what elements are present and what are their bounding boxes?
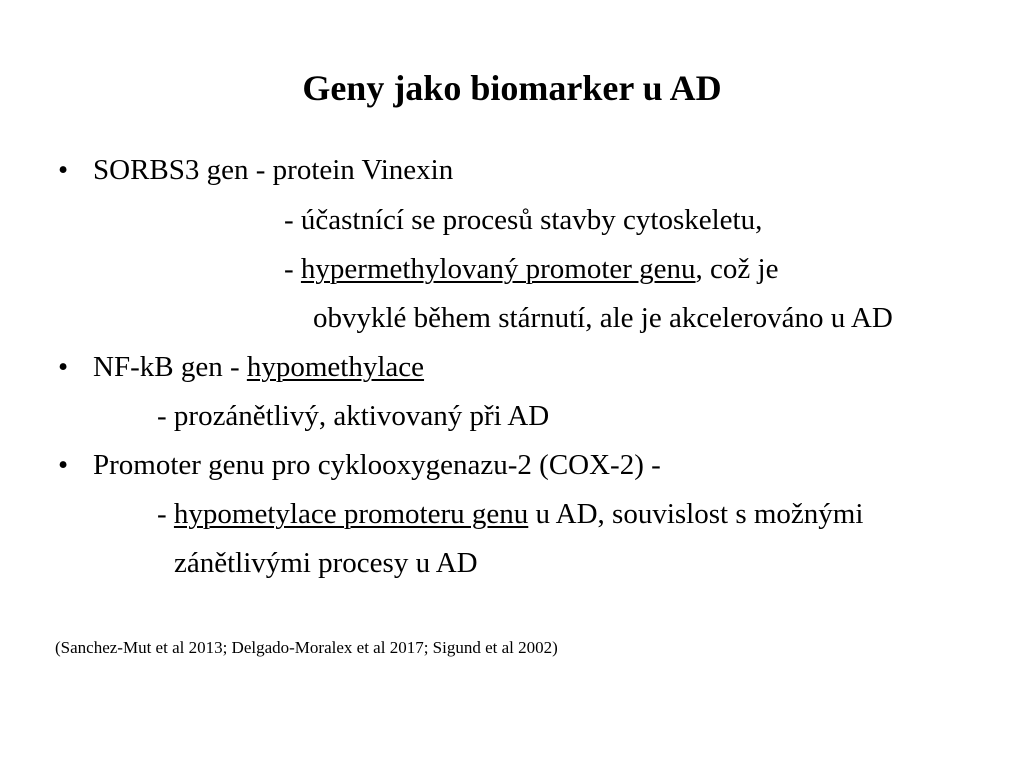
sub-line-hypermethylation-prefix: - (284, 253, 301, 285)
sub-line-hypometylace-prefix: - (157, 498, 174, 530)
bullet-dot-2: • (58, 351, 69, 383)
sub-line-hypometylace (157, 494, 863, 534)
sub-line-aging: obvyklé během stárnutí, ale je akcelerováno u AD (313, 302, 893, 334)
sub-line-proinflammatory: - prozánětlivý, aktivovaný při AD (157, 400, 550, 432)
underlined-hypermethylated-promoter: hypermethylovaný promoter genu (300, 253, 696, 285)
bullet-2-prefix: NF-kB gen - (93, 351, 247, 383)
bullet-2-text (93, 347, 424, 387)
sub-line-inflammatory-processes: zánětlivými procesy u AD (174, 547, 478, 579)
sub-line-cytoskeleton: - účastnící se procesů stavby cytoskeletu, (284, 204, 763, 236)
bullet-1-text: SORBS3 gen - protein Vinexin (93, 154, 454, 186)
citation: (Sanchez-Mut et al 2013; Delgado-Moralex et al 2017; Sigund et al 2002) (55, 638, 558, 657)
sub-line-hypermethylation-suffix: , což je (695, 253, 779, 285)
bullet-3-text: Promoter genu pro cyklooxygenazu-2 (COX-2) - (93, 449, 661, 481)
sub-line-hypometylace-suffix: u AD, souvislost s možnými (528, 498, 864, 530)
sub-line-hypermethylation (284, 249, 778, 289)
underlined-hypometylace-promoteru: hypometylace promoteru genu (173, 498, 529, 530)
bullet-dot-1: • (58, 154, 69, 186)
slide-title: Geny jako biomarker u AD (302, 68, 722, 108)
bullet-dot-3: • (58, 449, 69, 481)
underlined-hypomethylace: hypomethylace (246, 351, 425, 383)
